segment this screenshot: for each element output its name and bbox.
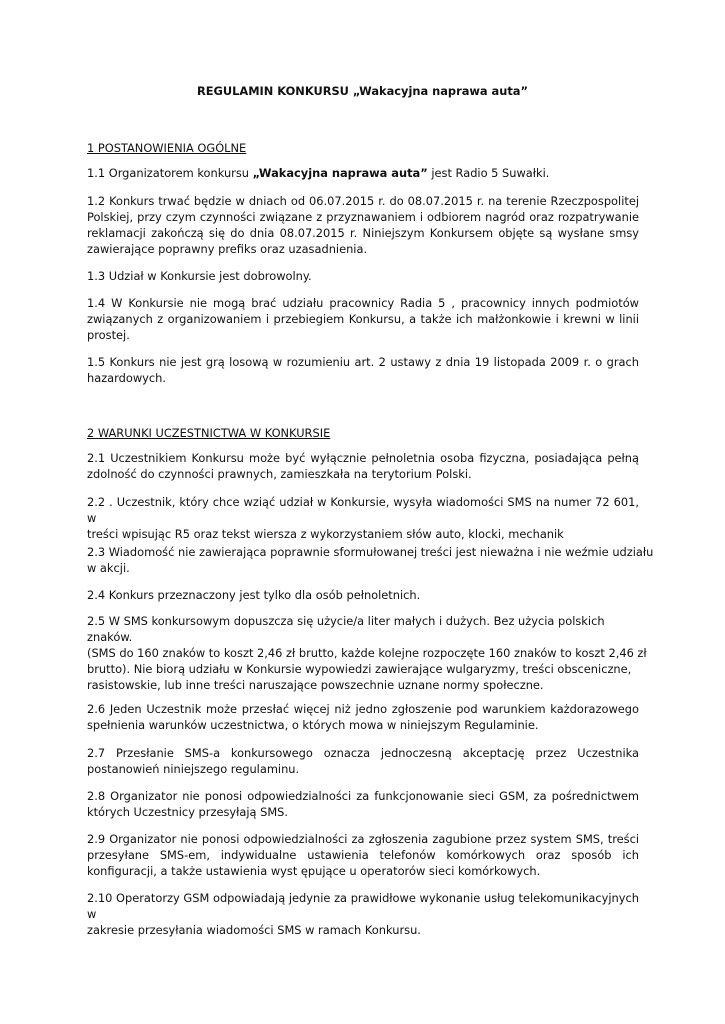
paragraph-line: brutto). Nie biorą udziału w Konkursie wypowiedzi zawierające wulgaryzmy, treści obsceniczne,: [87, 662, 632, 676]
paragraph-line: 2.6 Jeden Uczestnik może przesłać więcej niż jedno zgłoszenie pod warunkiem każdorazowego: [87, 702, 639, 716]
paragraph-2-10: [87, 890, 639, 938]
paragraph-line: Polskiej, przy czym czynności związane z przyznawaniem i odbiorem nagród oraz rozpatrywanie: [87, 210, 639, 224]
paragraph-2-4: [87, 587, 639, 603]
paragraph-line: 2.2 . Uczestnik, który chce wziąć udział w Konkursie, wysyła wiadomości SMS na numer 72 601, w: [87, 495, 639, 525]
paragraph-line: 2.3 Wiadomość nie zawierająca poprawnie sformułowanej treści jest nieważna i nie weźmie udziału: [87, 545, 654, 559]
paragraph-line: spełnienia warunków uczestnictwa, o których mowa w niniejszym Regulaminie.: [87, 718, 539, 732]
paragraph-line: zdolność do czynności prawnych, zamieszkała na terytorium Polski.: [87, 467, 472, 481]
paragraph-line: 1.3 Udział w Konkursie jest dobrowolny.: [87, 269, 312, 283]
paragraph-line: 2.9 Organizator nie ponosi odpowiedzialności za zgłoszenia zagubione przez system SMS, treści: [87, 832, 639, 846]
paragraph-1-4: [87, 295, 639, 343]
paragraph-line: 1.4 W Konkursie nie mogą brać udziału pracownicy Radia 5 , pracownicy innych podmiotów: [87, 296, 639, 310]
paragraph-1-2: [87, 193, 639, 257]
paragraph-line: (SMS do 160 znaków to koszt 2,46 zł brutto, każde kolejne rozpoczęte 160 znaków to koszt 2,46 zł: [87, 646, 647, 660]
paragraph-2-1: [87, 450, 639, 482]
paragraph-2-9: [87, 831, 639, 879]
paragraph-line: zakresie przesyłania wiadomości SMS w ramach Konkursu.: [87, 923, 421, 937]
paragraph-line: hazardowych.: [87, 371, 167, 385]
paragraph-line: 2.1 Uczestnikiem Konkursu może być wyłącznie pełnoletnia osoba fizyczna, posiadająca pełną: [87, 451, 639, 465]
paragraph-line: 2.7 Przesłanie SMS-a konkursowego oznacza jednoczesną akceptację przez Uczestnika: [87, 746, 639, 760]
paragraph-line: 1.1 Organizatorem konkursu „Wakacyjna naprawa auta” jest Radio 5 Suwałki.: [87, 166, 550, 180]
paragraph-line: 2.8 Organizator nie ponosi odpowiedzialności za funkcjonowanie sieci GSM, za pośrednictwem: [87, 789, 639, 803]
paragraph-1-5: [87, 354, 639, 386]
paragraph-line: 2.4 Konkurs przeznaczony jest tylko dla osób pełnoletnich.: [87, 588, 421, 602]
paragraph-line: reklamacji zakończą się do dnia 08.07.2015 r. Niniejszym Konkursem objęte są wysłane smsy: [87, 226, 639, 240]
section-heading-1: 1 POSTANOWIENIA OGÓLNE: [87, 141, 247, 155]
paragraph-line: treści wpisując R5 oraz tekst wiersza z wykorzystaniem słów auto, klocki, mechanik: [87, 527, 564, 541]
paragraph-2-8: [87, 788, 639, 820]
paragraph-2-6: [87, 701, 639, 733]
paragraph-line: 2.10 Operatorzy GSM odpowiadają jedynie za prawidłowe wykonanie usług telekomunikacyjnych w: [87, 891, 639, 921]
paragraph-2-3: [87, 544, 654, 576]
paragraph-1-1: [87, 165, 639, 181]
document-title: REGULAMIN KONKURSU „Wakacyjna naprawa auta”: [197, 84, 528, 98]
paragraph-line: zawierające poprawny prefiks oraz uzasadnienia.: [87, 242, 368, 256]
paragraph-line: znaków.: [87, 630, 133, 644]
paragraph-2-5: [87, 613, 647, 693]
paragraph-line: postanowień niniejszego regulaminu.: [87, 762, 300, 776]
paragraph-line: w akcji.: [87, 561, 130, 575]
paragraph-2-7: [87, 745, 639, 777]
paragraph-line: związanych z organizowaniem i przebiegiem Konkursu, a także ich małżonkowie i krewni w linii: [87, 312, 639, 326]
paragraph-line: których Uczestnicy przesyłają SMS.: [87, 805, 289, 819]
paragraph-line: przesyłane SMS-em, indywidualne ustawienia telefonów komórkowych oraz sposób ich: [87, 848, 639, 862]
section-heading-2: 2 WARUNKI UCZESTNICTWA W KONKURSIE: [87, 426, 331, 440]
paragraph-line: konfiguracji, a także ustawienia wyst ępujące u operatorów sieci komórkowych.: [87, 864, 541, 878]
paragraph-1-3: [87, 268, 639, 284]
paragraph-line: 1.5 Konkurs nie jest grą losową w rozumieniu art. 2 ustawy z dnia 19 listopada 2009 r. o grach: [87, 355, 639, 369]
paragraph-line: rasistowskie, lub inne treści naruszające powszechnie uznane normy społeczne.: [87, 678, 544, 692]
paragraph-line: prostej.: [87, 328, 130, 342]
paragraph-2-2: [87, 494, 639, 542]
paragraph-line: 1.2 Konkurs trwać będzie w dniach od 06.07.2015 r. do 08.07.2015 r. na terenie Rzeczpospolitej: [87, 194, 639, 208]
paragraph-line: 2.5 W SMS konkursowym dopuszcza się użycie/a liter małych i dużych. Bez użycia polskich: [87, 614, 605, 628]
